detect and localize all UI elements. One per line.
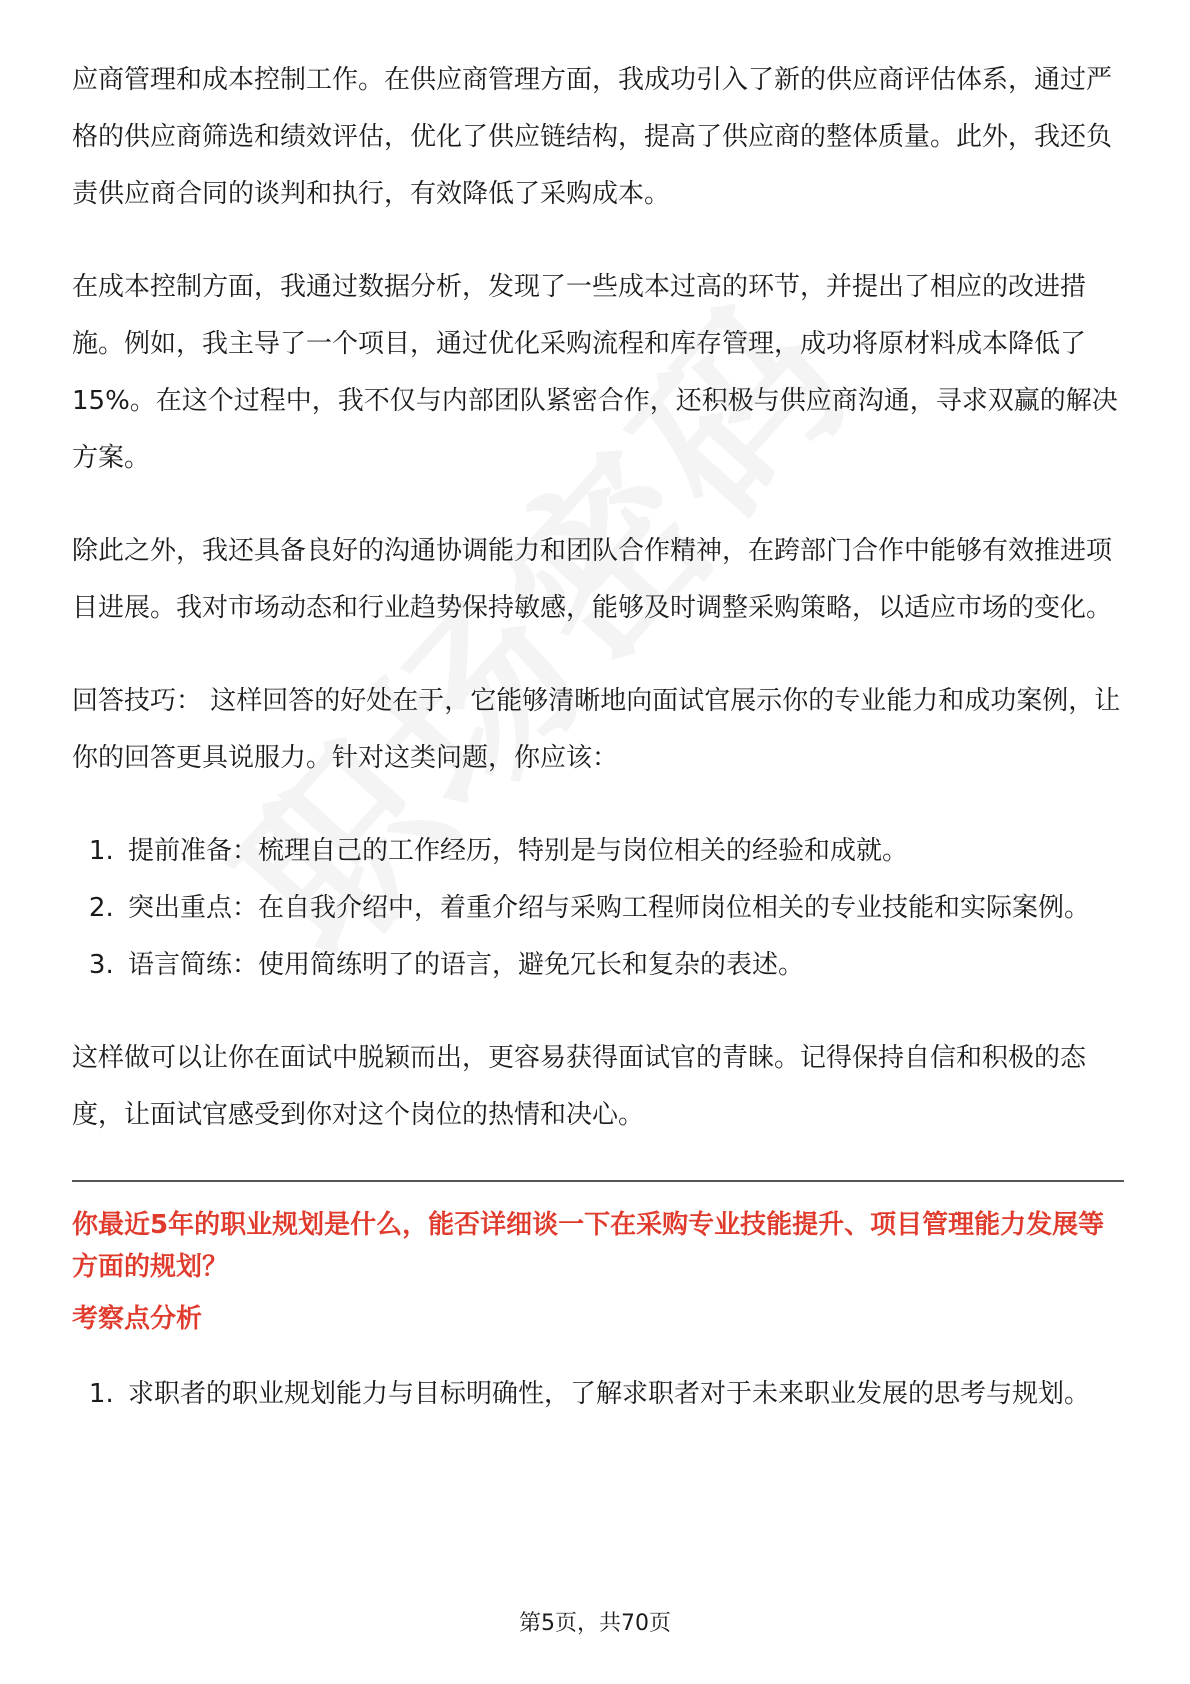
interview-question: 你最近5年的职业规划是什么，能否详细谈一下在采购专业技能提升、项目管理能力发展等方面的规划？	[72, 1210, 1105, 1282]
paragraph-communication: 除此之外，我还具备良好的沟通协调能力和团队合作精神，在跨部门合作中能够有效推进项目进展。我对市场动态和行业趋势保持敏感，能够及时调整采购策略，以适应市场的变化。	[72, 536, 1113, 623]
section-divider	[72, 1180, 1124, 1182]
page-footer: 第5页，共70页	[519, 1611, 671, 1636]
tips-list	[72, 823, 1124, 994]
list-item: 1. 求职者的职业规划能力与目标明确性，了解求职者对于未来职业发展的思考与规划。	[122, 1366, 1124, 1423]
analysis-list	[72, 1366, 1124, 1423]
list-item: 2. 突出重点：在自我介绍中，着重介绍与采购工程师岗位相关的专业技能和实际案例。	[122, 880, 1124, 937]
list-item: 3. 语言简练：使用简练明了的语言，避免冗长和复杂的表述。	[122, 937, 1124, 994]
list-item: 1. 提前准备：梳理自己的工作经历，特别是与岗位相关的经验和成就。	[122, 823, 1124, 880]
paragraph-answer-tips: 回答技巧： 这样回答的好处在于，它能够清晰地向面试官展示你的专业能力和成功案例，让你的回答更具说服力。针对这类问题，你应该：	[72, 686, 1121, 773]
analysis-heading: 考察点分析	[72, 1304, 203, 1334]
page-content	[72, 52, 1124, 1459]
paragraph-closing: 这样做可以让你在面试中脱颖而出，更容易获得面试官的青睐。记得保持自信和积极的态度，让面试官感受到你对这个岗位的热情和决心。	[72, 1043, 1087, 1130]
paragraph-supplier-management: 应商管理和成本控制工作。在供应商管理方面，我成功引入了新的供应商评估体系，通过严格的供应商筛选和绩效评估，优化了供应链结构，提高了供应商的整体质量。此外，我还负责供应商合同的谈判和执行，有效降低了采购成本。	[72, 65, 1113, 209]
paragraph-cost-control: 在成本控制方面，我通过数据分析，发现了一些成本过高的环节，并提出了相应的改进措施。例如，我主导了一个项目，通过优化采购流程和库存管理，成功将原材料成本降低了15%。在这个过程中，我不仅与内部团队紧密合作，还积极与供应商沟通，寻求双赢的解决方案。	[72, 272, 1118, 473]
